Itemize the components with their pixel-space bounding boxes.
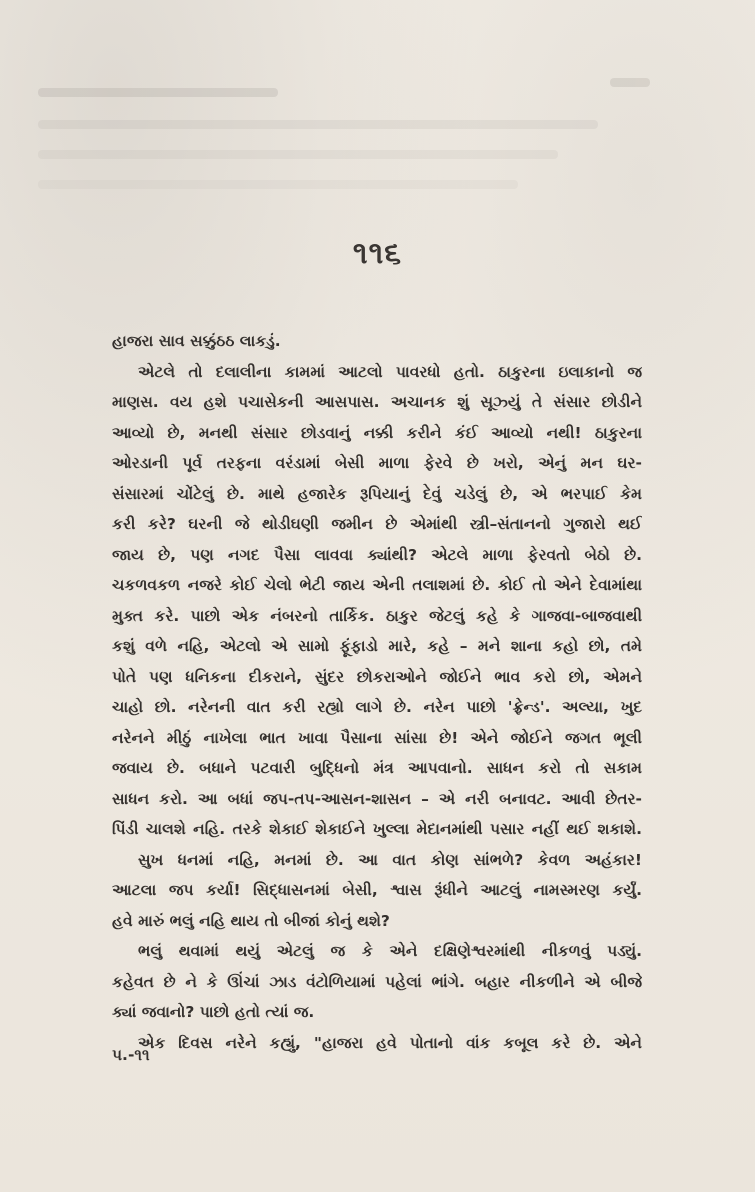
text-line: ક્યાં જવાનો? પાછો હતો ત્યાં જ. bbox=[112, 1003, 315, 1021]
text-line: ચકળવકળ નજરે કોઈ ચેલો ભેટી જાય એની તલાશમાં છે. કોઈ તો એને દેવામાંથા bbox=[112, 576, 642, 594]
text-line: એટલે તો દલાલીના કામમાં આટલો પાવરધો હતો. ઠાકુરના ઇલાકાનો જ bbox=[138, 362, 642, 381]
text-line: હવે મારું ભલું નહિ થાય તો બીજાં કોનું થશે? bbox=[112, 911, 390, 930]
text-line: સાધન કરો. આ બધાં જપ-તપ-આસન-શાસન – એ નરી બનાવટ. આવી છેતર- bbox=[112, 789, 642, 808]
text-line: હાજરા સાવ સક્કુંઠઠ લાકડું. bbox=[112, 332, 281, 350]
text-line: કરી કરે? ઘરની જે થોડીઘણી જમીન છે એમાંથી સ્ત્રી–સંતાનનો ગુજારો થઈ bbox=[112, 515, 642, 533]
text-line: નરેનને મીઠું નાખેલા ભાત ખાવા પૈસાના સાંસા છે! એને જોઈને જગત ભૂલી bbox=[112, 728, 642, 747]
printer-signature-mark: પ.-૧૧ bbox=[112, 1046, 150, 1064]
text-line: પિંડી ચાલશે નહિ. તરકે શેકાઈ શેકાઈને ખુલ્લા મેદાનમાંથી પસાર નહીં થઈ શકાશે. bbox=[112, 820, 642, 838]
text-line: માણસ. વય હશે પચાસેકની આસપાસ. અચાનક શું સૂઝ્યું તે સંસાર છોડીને bbox=[112, 393, 642, 411]
text-line: સંસારમાં ચોંટેલું છે. માથે હજારેક રૂપિયાનું દેવું ચડેલું છે, એ ભરપાઈ કેમ bbox=[112, 484, 642, 503]
text-line: મુક્ત કરે. પાછો એક નંબરનો તાર્કિક. ઠાકુર જેટલું કહે કે ગાજવા-બાજવાથી bbox=[112, 606, 642, 625]
text-line: સુખ ધનમાં નહિ, મનમાં છે. આ વાત કોણ સાંભળે? કેવળ અહંકાર! bbox=[138, 850, 642, 869]
body-text bbox=[112, 326, 642, 1058]
chapter-number: ૧૧૬ bbox=[352, 236, 403, 271]
show-through-text bbox=[0, 0, 755, 220]
text-line: જવાય છે. બધાને પટવારી બુદ્ધિનો મંત્ર આપવાનો. સાધન કરો તો સકામ bbox=[112, 759, 642, 777]
text-line: કહેવત છે ને કે ઊંચાં ઝાડ વંટોળિયામાં પહેલાં ભાંગે. બહાર નીકળીને એ બીજે bbox=[112, 972, 642, 991]
text-line: આવ્યો છે, મનથી સંસાર છોડવાનું નક્કી કરીને કંઈ આવ્યો નથી! ઠાકુરના bbox=[112, 423, 642, 442]
text-line: એક દિવસ નરેને કહ્યું, "હાજરા હવે પોતાનો વાંક કબૂલ કરે છે. એને bbox=[138, 1033, 642, 1052]
text-line: આટલા જપ કર્યા! સિદ્ધાસનમાં બેસી, શ્વાસ રૂંધીને આટલું નામસ્મરણ કર્યું. bbox=[112, 881, 642, 899]
text-line: પોતે પણ ધનિકના દીકરાને, સુંદર છોકરાઓને જોઈને ભાવ કરો છો, એમને bbox=[112, 667, 642, 686]
text-line: કશું વળે નહિ, એટલો એ સામો ફૂંફાડો મારે, કહે – મને શાના કહો છો, તમે bbox=[112, 637, 642, 655]
text-line: ચાહો છો. નરેનની વાત કરી રહ્યો લાગે છે. નરેન પાછો 'ફ્રેન્ડ'. અલ્યા, ખુદ bbox=[112, 698, 642, 716]
text-line: જાય છે, પણ નગદ પૈસા લાવવા ક્યાંથી? એટલે માળા ફેરવતો બેઠો છે. bbox=[112, 545, 642, 564]
text-line: ભલું થવામાં થયું એટલું જ કે એને દક્ષિણેશ્વરમાંથી નીકળવું પડ્યું. bbox=[138, 942, 642, 960]
text-line: ઓરડાની પૂર્વ તરફના વરંડામાં બેસી માળા ફેરવે છે ખરો, એનું મન ઘર- bbox=[112, 454, 642, 472]
